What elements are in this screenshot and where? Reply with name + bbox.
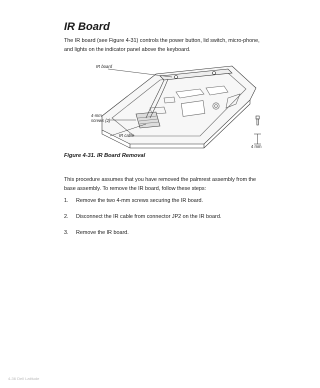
step-item bbox=[64, 197, 264, 206]
step-text: Remove the IR board. bbox=[76, 229, 129, 236]
step-list bbox=[64, 197, 264, 244]
label-screws-line2: screws (2) bbox=[91, 118, 111, 123]
figure-caption: Figure 4-31. IR Board Removal bbox=[64, 153, 146, 159]
step-text: Disconnect the IR cable from connector JP2 on the IR board. bbox=[76, 213, 222, 220]
page-footer: 4-36 Dell Latitude bbox=[8, 376, 40, 381]
body-paragraph: This procedure assumes that you have removed the palmrest assembly from the base assembly. To remove the IR board, follow these steps: bbox=[64, 177, 257, 192]
step-number: 1. bbox=[64, 198, 69, 204]
ir-board-figure bbox=[64, 58, 274, 153]
step-text: Remove the two 4-mm screws securing the IR board. bbox=[76, 198, 204, 204]
step-number: 3. bbox=[64, 229, 69, 236]
intro-paragraph: The IR board (see Figure 4-31) controls the power button, lid switch, micro-phone, and lights on the indicator panel above the keyboard. bbox=[64, 38, 260, 53]
label-ir-board: IR board bbox=[96, 64, 113, 69]
label-screws-line1: 4-mm bbox=[91, 113, 102, 118]
step-number: 2. bbox=[64, 213, 69, 220]
label-ir-cable: IR cable bbox=[119, 133, 135, 138]
page-title: IR Board bbox=[64, 21, 110, 33]
ir-board-illustration bbox=[64, 58, 274, 153]
step-item bbox=[64, 229, 264, 238]
label-scale: 4 mm bbox=[251, 144, 262, 149]
step-item bbox=[64, 213, 264, 222]
